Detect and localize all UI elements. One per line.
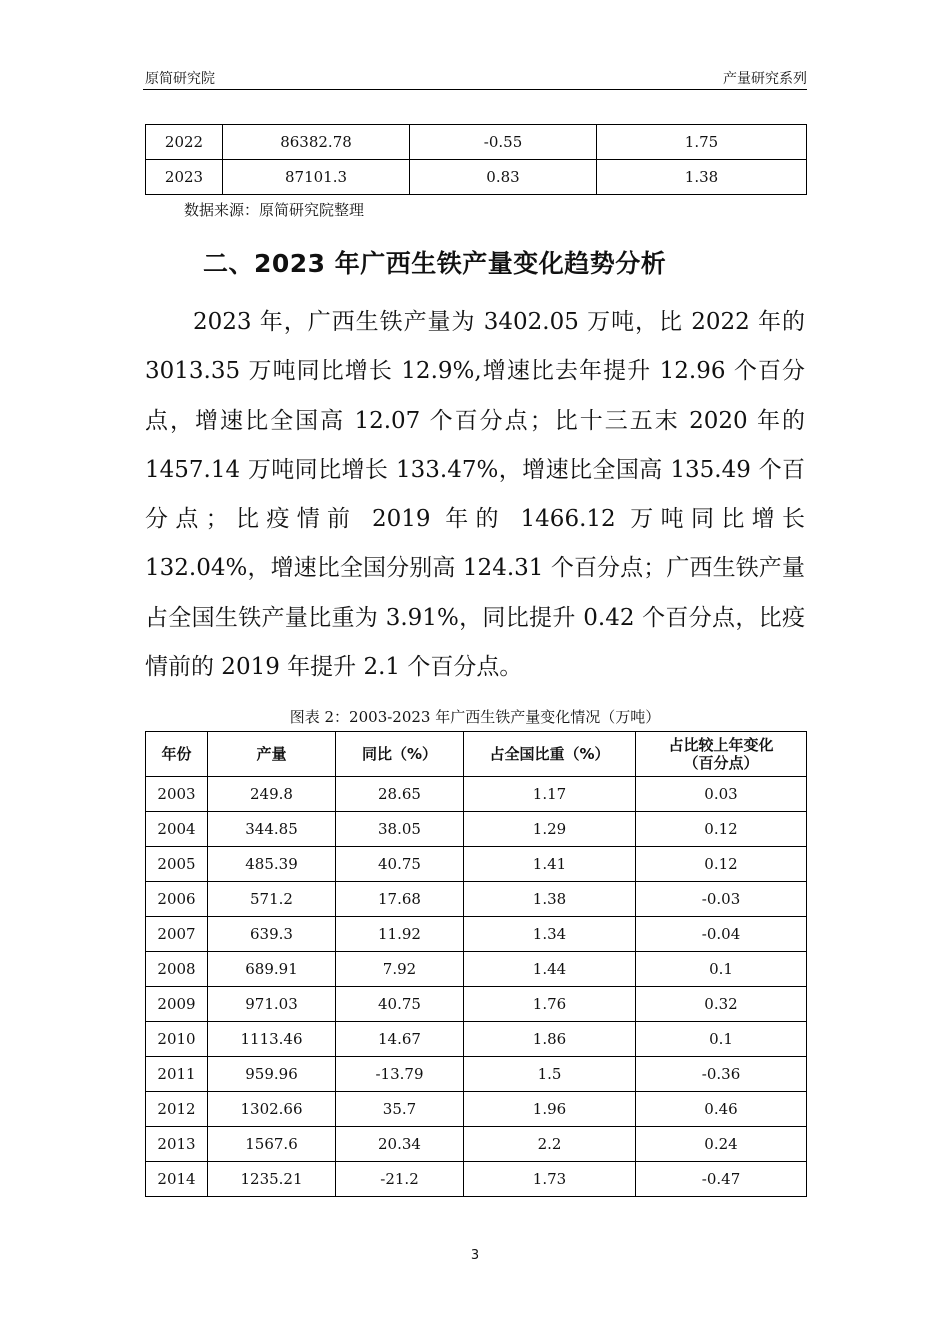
cell-national-share: 1.86 <box>464 1022 636 1057</box>
cell-year: 2006 <box>146 882 208 917</box>
data-source-note: 数据来源：原简研究院整理 <box>184 201 365 219</box>
cell-output: 1113.46 <box>208 1022 336 1057</box>
header-output: 产量 <box>208 732 336 777</box>
cell-yoy: 28.65 <box>336 777 464 812</box>
cell-yoy: 7.92 <box>336 952 464 987</box>
cell-output: 1302.66 <box>208 1092 336 1127</box>
cell-yoy: 40.75 <box>336 847 464 882</box>
cell-year: 2005 <box>146 847 208 882</box>
cell-share-change: 0.03 <box>636 777 807 812</box>
cell-year: 2004 <box>146 812 208 847</box>
cell-yoy: -0.55 <box>410 125 597 160</box>
cell-yoy: 38.05 <box>336 812 464 847</box>
header-share-change-line1: 占比较上年变化 <box>668 736 774 754</box>
cell-share-change: 0.1 <box>636 1022 807 1057</box>
cell-national-share: 1.44 <box>464 952 636 987</box>
section-heading: 二、2023 年广西生铁产量变化趋势分析 <box>203 249 667 278</box>
table-row <box>146 812 807 847</box>
cell-national-share: 1.41 <box>464 847 636 882</box>
cell-output: 249.8 <box>208 777 336 812</box>
cell-national-share: 1.38 <box>464 882 636 917</box>
cell-output: 1235.21 <box>208 1162 336 1197</box>
table-row <box>146 882 807 917</box>
cell-year: 2003 <box>146 777 208 812</box>
cell-yoy: 11.92 <box>336 917 464 952</box>
cell-national-share: 1.73 <box>464 1162 636 1197</box>
cell-yoy: 40.75 <box>336 987 464 1022</box>
cell-yoy: -13.79 <box>336 1057 464 1092</box>
cell-yoy: -21.2 <box>336 1162 464 1197</box>
cell-year: 2010 <box>146 1022 208 1057</box>
cell-share: 1.75 <box>597 125 807 160</box>
table-row <box>146 1057 807 1092</box>
analysis-paragraph-text: 2023 年，广西生铁产量为 3402.05 万吨，比 2022 年的 3013.35 万吨同比增长 12.9%,增速比去年提升 12.96 个百分点，增速比全国高 12.07 个百分点；比十三五末 2020 年的 1457.14 万吨同比增长 133.47%，增速比全国高 135.49 个百分点；比疫情前 2019 年的 1466.12 万吨同比增长 132.04%，增速比全国分别高 124.31 个百分点；广西生铁产量占全国生铁产量比重为 3.91%，同比提升 0.42 个百分点，比疫情前的 2019 年提升 2.1 个百分点。 <box>145 309 805 681</box>
header-national-share: 占全国比重（%） <box>464 732 636 777</box>
cell-national-share: 1.5 <box>464 1057 636 1092</box>
cell-year: 2011 <box>146 1057 208 1092</box>
table-row <box>146 777 807 812</box>
cell-share-change: -0.36 <box>636 1057 807 1092</box>
cell-year: 2012 <box>146 1092 208 1127</box>
cell-year: 2023 <box>146 160 223 195</box>
cell-yoy: 35.7 <box>336 1092 464 1127</box>
cell-share: 1.38 <box>597 160 807 195</box>
cell-share-change: -0.47 <box>636 1162 807 1197</box>
cell-national-share: 2.2 <box>464 1127 636 1162</box>
header-share-change-line2: （百分点） <box>683 754 759 772</box>
header-series-name: 产量研究系列 <box>723 71 807 87</box>
page-number: 3 <box>470 1248 480 1263</box>
cell-national-share: 1.29 <box>464 812 636 847</box>
table-row <box>146 160 807 195</box>
table-row <box>146 1022 807 1057</box>
cell-yoy: 17.68 <box>336 882 464 917</box>
cell-share-change: 0.12 <box>636 847 807 882</box>
cell-yoy: 0.83 <box>410 160 597 195</box>
table-header-row <box>146 732 807 777</box>
cell-output: 639.3 <box>208 917 336 952</box>
guangxi-pig-iron-table <box>145 731 807 1197</box>
table-row <box>146 987 807 1022</box>
cell-output: 971.03 <box>208 987 336 1022</box>
cell-output: 86382.78 <box>223 125 410 160</box>
cell-yoy: 20.34 <box>336 1127 464 1162</box>
cell-output: 689.91 <box>208 952 336 987</box>
cell-year: 2007 <box>146 917 208 952</box>
table-caption: 图表 2：2003-2023 年广西生铁产量变化情况（万吨） <box>289 708 661 726</box>
cell-output: 87101.3 <box>223 160 410 195</box>
cell-output: 344.85 <box>208 812 336 847</box>
cell-year: 2013 <box>146 1127 208 1162</box>
cell-share-change: 0.1 <box>636 952 807 987</box>
cell-year: 2009 <box>146 987 208 1022</box>
cell-share-change: 0.12 <box>636 812 807 847</box>
cell-national-share: 1.34 <box>464 917 636 952</box>
header-yoy: 同比（%） <box>336 732 464 777</box>
cell-share-change: -0.03 <box>636 882 807 917</box>
cell-share-change: 0.24 <box>636 1127 807 1162</box>
table-row <box>146 917 807 952</box>
header-share-change <box>636 732 807 777</box>
national-output-table-continued <box>145 124 807 195</box>
cell-share-change: 0.46 <box>636 1092 807 1127</box>
cell-national-share: 1.96 <box>464 1092 636 1127</box>
table-row <box>146 847 807 882</box>
header-org-name: 原简研究院 <box>145 71 215 87</box>
cell-share-change: -0.04 <box>636 917 807 952</box>
cell-national-share: 1.76 <box>464 987 636 1022</box>
cell-output: 959.96 <box>208 1057 336 1092</box>
cell-year: 2014 <box>146 1162 208 1197</box>
table-row <box>146 1162 807 1197</box>
cell-year: 2022 <box>146 125 223 160</box>
header-year: 年份 <box>146 732 208 777</box>
table-row <box>146 1127 807 1162</box>
table-row <box>146 1092 807 1127</box>
header-divider <box>143 89 807 90</box>
cell-national-share: 1.17 <box>464 777 636 812</box>
cell-yoy: 14.67 <box>336 1022 464 1057</box>
analysis-paragraph <box>145 298 805 692</box>
table-row <box>146 125 807 160</box>
cell-output: 571.2 <box>208 882 336 917</box>
cell-output: 485.39 <box>208 847 336 882</box>
cell-year: 2008 <box>146 952 208 987</box>
cell-output: 1567.6 <box>208 1127 336 1162</box>
cell-share-change: 0.32 <box>636 987 807 1022</box>
table-row <box>146 952 807 987</box>
